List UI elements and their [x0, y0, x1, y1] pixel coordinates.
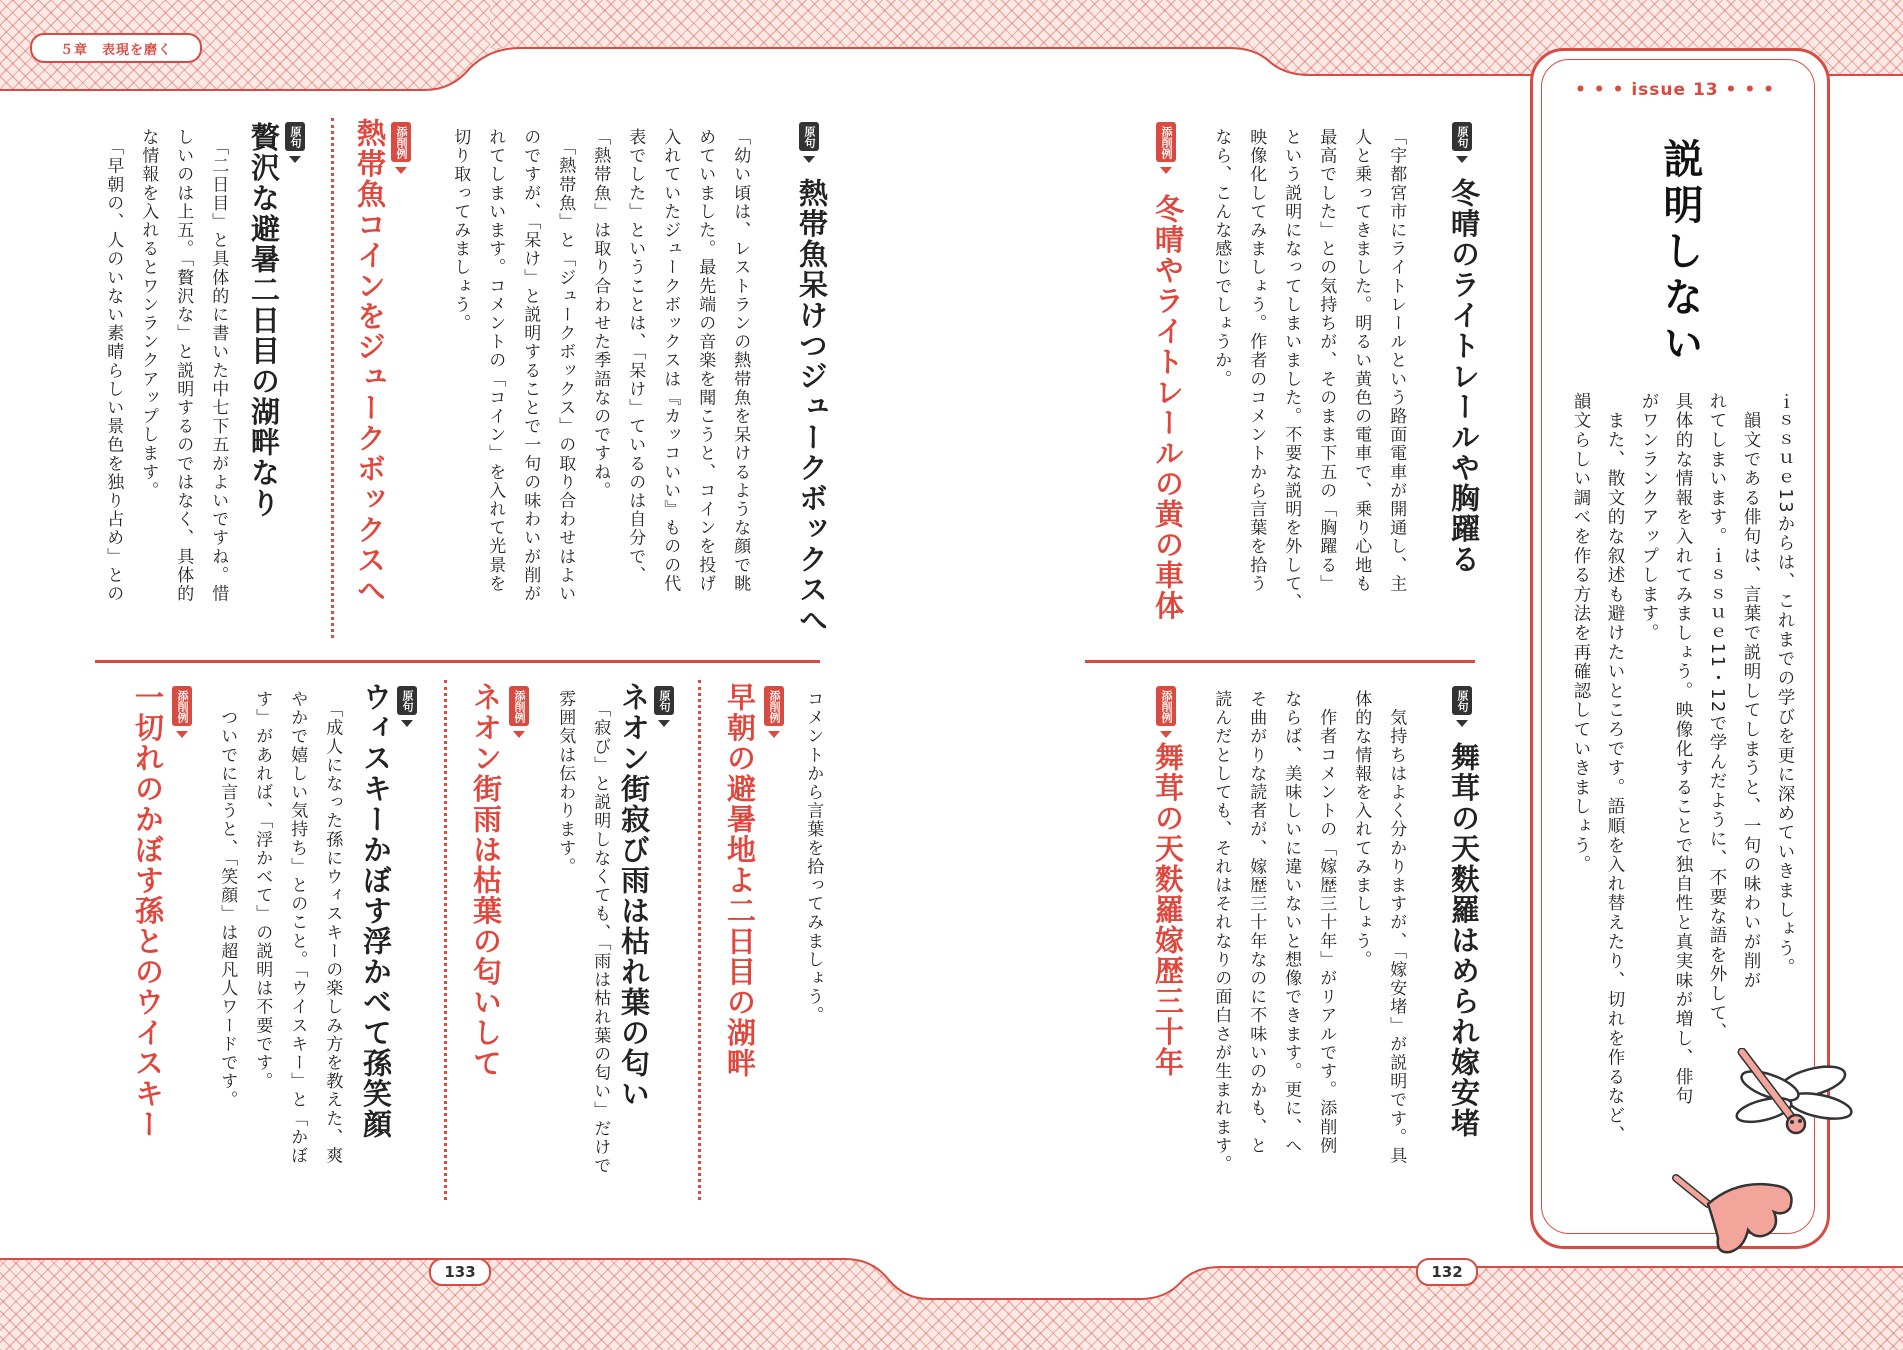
ginkgo-leaf-icon — [1668, 1168, 1798, 1258]
comment-line-2: しいのは上五。「贅沢な」と説明するのではなく、具体的 — [173, 128, 194, 604]
comment-line-1: 「寂び」と説明しなくても、「雨は枯れ葉の匂い」だけで — [590, 690, 611, 1176]
revised-tag: 添削例 — [391, 122, 411, 162]
comment-line-2: やかで嬉しい気持ち」とのこと。「ウイスキー」と「かぼ — [287, 690, 308, 1166]
comment-line-3: 最高でした」との気持ちが、そのまま下五の「胸躍る」 — [1316, 128, 1337, 593]
comment-line-2: 人と乗ってきました。明るい黄色の電車で、乗り心地も — [1351, 128, 1372, 593]
dotted-divider — [698, 680, 701, 1200]
comment-line-4: 「早朝の、人のいない素晴らしい景色を独り占め」との — [103, 128, 124, 604]
comment-line-3: す」があれば、「浮かべて」の説明は不要です。 — [252, 690, 273, 1091]
comment-line-5: 映像化してみましょう。作者のコメントから言葉を拾う — [1246, 128, 1267, 593]
divider — [95, 660, 820, 663]
issue-body-line-7: 韻文らしい調べを作る方法を再確認していきましょう。 — [1571, 392, 1591, 875]
comment-line-9: 切り取ってみましょう。 — [450, 128, 471, 333]
original-haiku: ウィスキーかぼす浮かべて孫笑顔 — [359, 682, 393, 1140]
comment-line-5: 「熱帯魚」は取り合わせた季語なのですね。 — [590, 128, 611, 500]
issue-body-line-6: また、散文的な叙述も避けたいところです。語順を入れ替えたり、切れを作るなど、 — [1605, 392, 1625, 1145]
revised-tag: 添削例 — [1156, 686, 1176, 726]
comment-line-3: 作者コメントの「嫁歴三十年」がリアルです。添削例 — [1316, 690, 1337, 1155]
page-number-right: 132 — [1416, 1258, 1478, 1286]
comment-line-6: 読んだとしても、それはそれなりの面白さが生まれます。 — [1211, 690, 1232, 1174]
comment-continuation: コメントから言葉を拾ってみましょう。 — [803, 690, 824, 1025]
comment-line-1: 気持ちはよく分かりますが、「嫁安堵」が説明です。具 — [1386, 690, 1407, 1166]
original-tag: 原句 — [1452, 686, 1472, 715]
comment-line-4: ならば、美味しいに違いないと想像できます。更に、へ — [1281, 690, 1302, 1155]
comment-line-1: 「幼い頃は、レストランの熱帯魚を呆けるような顔で眺 — [730, 128, 751, 593]
original-haiku: 熱帯魚呆けつジュークボックスへ — [795, 178, 829, 636]
comment-line-1: 「二日目」と具体的に書いた中七下五がよいですね。惜 — [208, 128, 229, 604]
comment-line-1: 「成人になった孫にウィスキーの楽しみ方を教えた、爽 — [322, 690, 343, 1166]
comment-line-4: ついでに言うと、「笑顔」は超凡人ワードです。 — [217, 690, 238, 1110]
divider — [1085, 660, 1475, 663]
comment-line-8: れてしまいます。コメントの「コイン」を入れて光景を — [485, 128, 506, 593]
revised-tag: 添削例 — [1156, 122, 1176, 162]
issue-body-line-2: 韻文である俳句は、言葉で説明してしまうと、一句の味わいが削が — [1741, 392, 1761, 991]
dotted-divider — [444, 680, 447, 1200]
original-tag: 原句 — [397, 686, 417, 715]
dotted-divider — [331, 118, 334, 638]
comment-line-5: そ曲がりな読者が、嫁歴三十年なのに不味いのかも、と — [1246, 690, 1267, 1155]
revised-haiku: 舞茸の天麩羅嫁歴三十年 — [1151, 742, 1185, 1078]
original-haiku: ネオン街寂び雨は枯れ葉の匂い — [617, 682, 651, 1109]
comment-line-3: な情報を入れるとワンランクアップします。 — [138, 128, 159, 500]
comment-line-6: なら、こんな感じでしょうか。 — [1211, 128, 1232, 389]
revised-haiku: ネオン街雨は枯葉の匂いして — [469, 682, 503, 1079]
original-tag: 原句 — [799, 122, 819, 151]
revised-haiku: 熱帯魚コインをジュークボックスへ — [353, 118, 387, 606]
original-haiku: 冬晴のライトレールや胸躍る — [1447, 178, 1481, 575]
original-tag: 原句 — [654, 686, 674, 715]
comment-line-7: のですが、「呆け」と説明することで一句の味わいが削が — [520, 128, 541, 604]
comment-line-1: 「宇都宮市にライトレールという路面電車が開通し、主 — [1386, 128, 1407, 593]
comment-line-3: 入れていたジュークボックスは『カッコいい』ものの代 — [660, 128, 681, 593]
original-tag: 原句 — [285, 122, 305, 151]
issue-body-line-3: れてしまいます。ｉｓｓｕｅ11・12で学んだように、不要な語を外して、 — [1707, 392, 1727, 1043]
issue-body-line-5: がワンランクアップします。 — [1639, 392, 1659, 643]
comment-line-4: という説明になってしまいました。不要な説明を外して、 — [1281, 128, 1302, 612]
original-tag: 原句 — [1452, 122, 1472, 151]
revised-tag: 添削例 — [764, 686, 784, 726]
comment-line-4: 表でした」ということは、「呆け」ているのは自分で、 — [625, 128, 646, 585]
revised-tag: 添削例 — [172, 686, 192, 726]
issue-label: • • • issue 13 • • • — [1560, 80, 1790, 100]
issue-body-line-4: 具体的な情報を入れてみましょう。映像化することで独自性と真実味が増し、俳句 — [1673, 392, 1693, 1107]
issue-title: 説明しない — [1657, 138, 1703, 368]
dragonfly-icon — [1720, 1048, 1860, 1148]
original-haiku: 舞茸の天麩羅はめられ嫁安堵 — [1447, 742, 1481, 1139]
original-haiku: 贅沢な避暑二日目の湖畔なり — [247, 122, 281, 519]
issue-body-line-1: ｉｓｓｕｅ13からは、これまでの学びを更に深めていきましょう。 — [1775, 392, 1795, 978]
comment-line-6: 「熱帯魚」と「ジュークボックス」の取り合わせはよい — [555, 128, 576, 604]
comment-line-2: 体的な情報を入れてみましょう。 — [1351, 690, 1372, 969]
footer-pattern — [0, 1235, 1903, 1350]
page-number-left: 133 — [429, 1258, 491, 1286]
revised-tag: 添削例 — [509, 686, 529, 726]
chapter-tab: ５章 表現を磨く — [30, 33, 202, 63]
revised-haiku: 早朝の避暑地よ二日目の湖畔 — [723, 682, 757, 1079]
revised-haiku: 冬晴やライトレールの黄の車体 — [1151, 194, 1185, 621]
comment-line-2: めていました。最先端の音楽を聞こうと、コインを投げ — [695, 128, 716, 593]
comment-line-2: 雰囲気は伝わります。 — [555, 690, 576, 876]
revised-haiku: 一切れのかぼす孫とのウイスキー — [131, 682, 165, 1140]
